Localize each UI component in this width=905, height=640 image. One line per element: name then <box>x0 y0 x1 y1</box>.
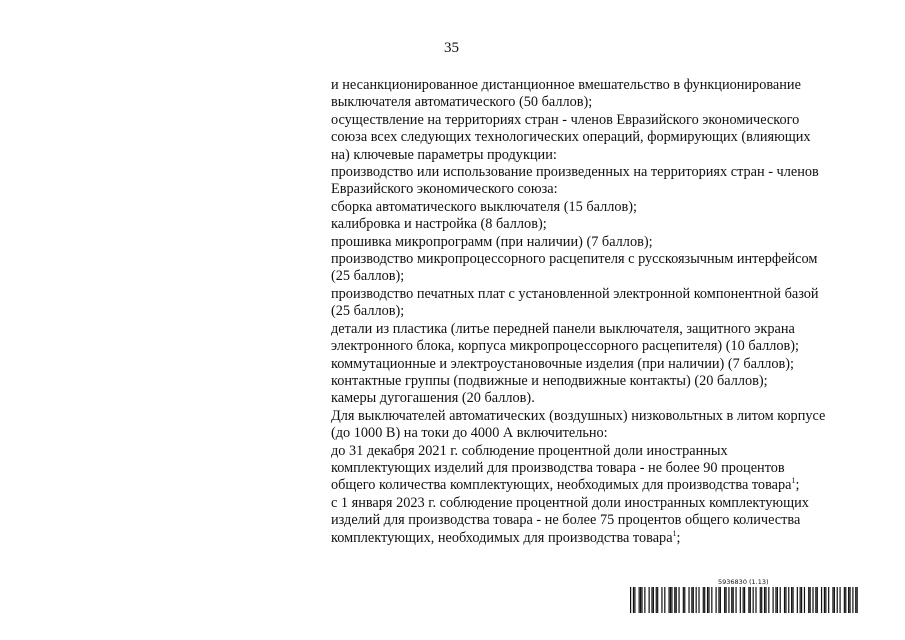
barcode-bar <box>718 587 719 613</box>
barcode-bar <box>839 587 840 613</box>
barcode-bar <box>735 587 736 613</box>
barcode-bar <box>671 587 672 613</box>
barcode-bar <box>768 587 769 613</box>
barcode-bar <box>844 587 845 613</box>
barcode-bar <box>825 587 826 613</box>
document-body <box>331 77 871 547</box>
text-line: производство печатных плат с установленной электронной компонентной базой <box>331 285 819 302</box>
text-line: комплектующих изделий для производства товара - не более 90 процентов <box>331 459 785 476</box>
barcode-bar <box>664 587 665 613</box>
text-line: союза всех следующих технологических операций, формирующих (влияющих <box>331 129 811 146</box>
footnote-marker: 1 <box>672 528 677 538</box>
text-line: на) ключевые параметры продукции: <box>331 146 557 163</box>
barcode-bar <box>703 587 704 613</box>
barcode-bar <box>857 587 858 613</box>
barcode-bar <box>724 587 725 613</box>
footnote-marker: 1 <box>791 476 796 486</box>
barcode-bar <box>656 587 657 613</box>
barcode-bar <box>668 587 669 613</box>
barcode-bar <box>670 587 671 613</box>
barcode-bar <box>785 587 786 613</box>
text-line: прошивка микропрограмм (при наличии) (7 баллов); <box>331 233 653 250</box>
barcode-bar <box>640 587 641 613</box>
barcode-bar <box>855 587 856 613</box>
barcode-bar <box>777 587 778 613</box>
barcode-bar <box>716 587 717 613</box>
barcode-bar <box>744 587 745 613</box>
barcode-bar <box>801 587 802 613</box>
barcode-bar <box>639 587 640 613</box>
text-line: выключателя автоматического (50 баллов); <box>331 94 593 111</box>
text-line: детали из пластика (литье передней панели выключателя, защитного экрана <box>331 320 795 337</box>
text-line-tail: ; <box>795 477 800 494</box>
barcode-bar <box>817 587 818 613</box>
barcode-bar <box>633 587 634 613</box>
text-line: и несанкционированное дистанционное вмешательство в функционирование <box>331 77 801 93</box>
barcode-bar <box>775 587 776 613</box>
text-line-with-footnote <box>331 530 871 547</box>
barcode-bar <box>812 587 813 613</box>
text-line: Для выключателей автоматических (воздушных) низковольтных в литом корпусе <box>331 407 826 424</box>
barcode-bar <box>791 587 792 613</box>
barcode-bar <box>684 587 685 613</box>
text-line: изделий для производства товара - не более 75 процентов общего количества <box>331 512 801 529</box>
text-line: осуществление на территориях стран - членов Евразийского экономического <box>331 111 800 128</box>
barcode-bar <box>704 587 705 613</box>
text-line: сборка автоматического выключателя (15 баллов); <box>331 198 637 215</box>
text-line-main: комплектующих, необходимых для производства товара <box>331 529 673 546</box>
barcode-bar <box>641 587 642 613</box>
barcode-bar <box>733 587 734 613</box>
barcode-caption: 5936830 (1.13) <box>718 578 769 586</box>
barcode-bar <box>651 587 652 613</box>
barcode-bar <box>743 587 744 613</box>
barcode-bar <box>653 587 654 613</box>
barcode-bar <box>649 587 650 613</box>
text-line: Евразийского экономического союза: <box>331 181 558 198</box>
barcode-bar <box>630 587 631 613</box>
barcode-bar <box>821 587 822 613</box>
text-line-main: общего количества комплектующих, необходимых для производства товара <box>331 477 792 494</box>
barcode-bar <box>725 587 726 613</box>
barcode-bar <box>696 587 697 613</box>
barcode-bar <box>720 587 721 613</box>
barcode-bar <box>750 587 751 613</box>
barcode-bar <box>800 587 801 613</box>
text-line: (25 баллов); <box>331 268 405 285</box>
barcode-bar <box>784 587 785 613</box>
barcode-bar <box>828 587 829 613</box>
text-line: электронного блока, корпуса микропроцессорного расцепителя) (10 баллов); <box>331 338 800 355</box>
barcode-bar <box>708 587 709 613</box>
text-line: коммутационные и электроустановочные изделия (при наличии) (7 баллов); <box>331 355 795 372</box>
barcode-bar <box>728 587 729 613</box>
barcode-bar <box>678 587 679 613</box>
barcode-bar <box>753 587 754 613</box>
barcode-bar <box>661 587 662 613</box>
barcode-bar <box>755 587 756 613</box>
barcode-bar <box>849 587 850 613</box>
barcode-bar <box>674 587 675 613</box>
barcode-bar <box>764 587 765 613</box>
page-number: 35 <box>444 40 459 56</box>
barcode-bar <box>792 587 793 613</box>
barcode-bar <box>698 587 699 613</box>
text-line: до 31 декабря 2021 г. соблюдение процентной доли иностранных <box>331 442 728 459</box>
text-line: контактные группы (подвижные и неподвижные контакты) (20 баллов); <box>331 372 768 389</box>
barcode-bar <box>804 587 805 613</box>
barcode-bar <box>691 587 692 613</box>
text-line: производство микропроцессорного расцепителя с русскоязычным интерфейсом <box>331 251 818 268</box>
text-line-tail: ; <box>676 529 681 546</box>
barcode-bar <box>707 587 708 613</box>
barcode-bar <box>808 587 809 613</box>
barcode-bar <box>634 587 635 613</box>
barcode-bar <box>676 587 677 613</box>
barcode-bar <box>740 587 741 613</box>
barcode-bar <box>834 587 835 613</box>
barcode-bar <box>832 587 833 613</box>
barcode-bar <box>683 587 684 613</box>
barcode-bar <box>693 587 694 613</box>
barcode-bar <box>748 587 749 613</box>
text-line: производство или использование произведенных на территориях стран - членов <box>331 164 819 181</box>
barcode-bar <box>644 587 645 613</box>
barcode-bar <box>815 587 816 613</box>
text-line: (до 1000 В) на токи до 4000 А включительно: <box>331 425 608 442</box>
text-line: калибровка и настройка (8 баллов); <box>331 216 547 233</box>
barcode-bar <box>711 587 712 613</box>
barcode-bar <box>848 587 849 613</box>
barcode-bar <box>824 587 825 613</box>
text-line: камеры дугогашения (20 баллов). <box>331 390 535 407</box>
barcode-bar <box>761 587 762 613</box>
barcode-bar <box>688 587 689 613</box>
barcode-bar <box>837 587 838 613</box>
barcode-bar <box>797 587 798 613</box>
barcode-bar <box>731 587 732 613</box>
text-line: (25 баллов); <box>331 303 405 320</box>
barcode-bar <box>765 587 766 613</box>
text-line-with-footnote <box>331 477 871 494</box>
text-line: с 1 января 2023 г. соблюдение процентной доли иностранных комплектующих <box>331 494 809 511</box>
barcode-bar <box>773 587 774 613</box>
barcode-bar <box>810 587 811 613</box>
barcode-bar <box>852 587 853 613</box>
barcode-bar <box>788 587 789 613</box>
barcode-bar <box>657 587 658 613</box>
barcode-block <box>630 578 858 614</box>
barcode-bar <box>760 587 761 613</box>
barcode-icon <box>630 587 858 613</box>
barcode-bar <box>780 587 781 613</box>
barcode-bar <box>845 587 846 613</box>
